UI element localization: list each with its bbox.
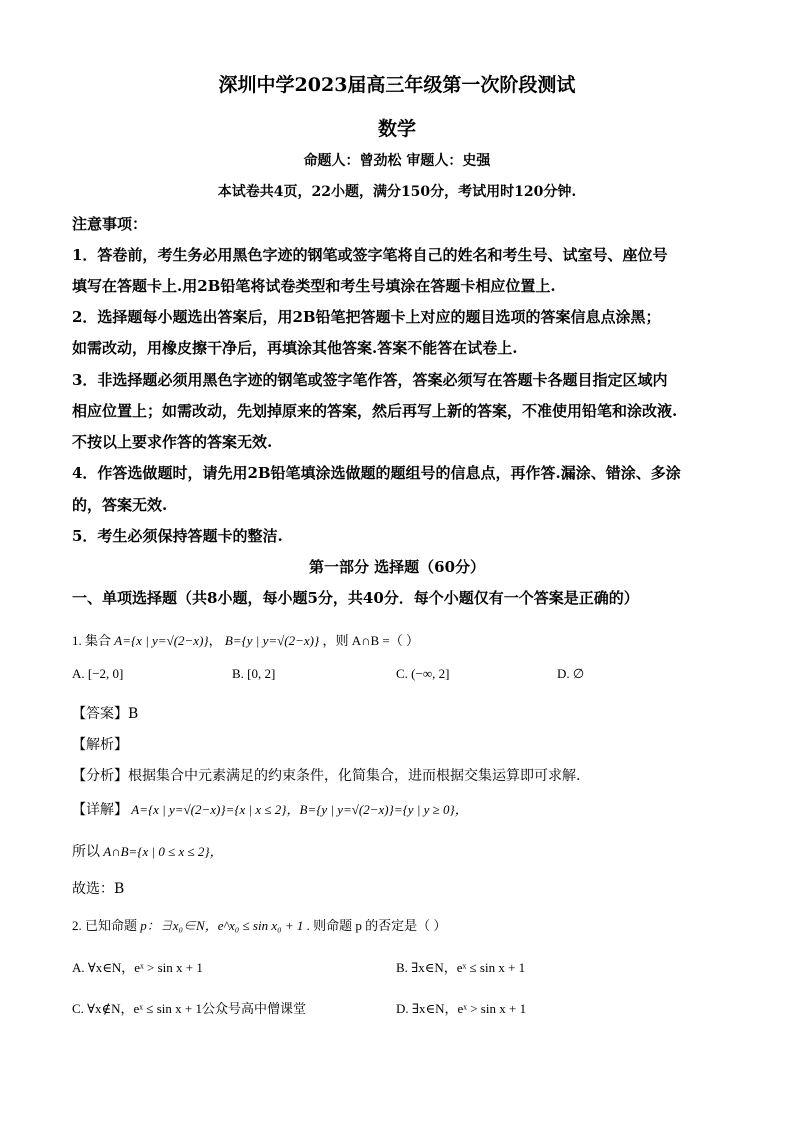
notice-line: 的，答案无效.	[72, 496, 168, 514]
notice-line: 不按以上要求作答的答案无效.	[72, 433, 273, 451]
q1-xiangjie-label: 【详解】	[72, 803, 128, 818]
q2-option-c-row	[72, 998, 306, 1017]
q1-xiangjie	[72, 799, 468, 819]
part1-title: 第一部分 选择题（60分）	[308, 558, 486, 576]
notice-line: 1．答卷前，考生务必用黑色字迹的钢笔或签字笔将自己的姓名和考生号、试室号、座位号	[72, 246, 668, 264]
q1-comma: ，	[208, 633, 222, 648]
q1-set-b: B={y | y=√(2−x)}	[224, 633, 320, 648]
q1-option-d: D. ∅	[557, 666, 585, 681]
subject-title: 数学	[377, 118, 416, 140]
notice-line: 5．考生必须保持答题卡的整洁.	[72, 527, 283, 545]
notice-heading: 注意事项：	[72, 215, 148, 233]
q2-stem-suffix: . 则命题 p 的否定是（ ）	[306, 918, 447, 933]
q1-so	[72, 841, 223, 861]
watermark-text: 公众号高中僧课堂	[201, 1001, 306, 1016]
q2-stem-prefix: 2. 已知命题	[72, 918, 138, 933]
q1-option-a: A. [−2, 0]	[72, 666, 124, 681]
q2-option-d: D. ∃x∈N，eˣ > sin x + 1	[396, 1001, 527, 1016]
q2-option-b: B. ∃x∈N，eˣ ≤ sin x + 1	[396, 960, 526, 975]
section1-heading: 一、单项选择题（共8小题，每小题5分，共40分．每个小题仅有一个答案是正确的）	[72, 589, 639, 607]
q2-stem-math: p：∃x₀∈N，e^x₀ ≤ sin x₀ + 1	[140, 918, 304, 933]
q1-so-prefix: 所以	[72, 845, 100, 860]
q1-option-b: B. [0, 2]	[232, 666, 276, 681]
q2-stem	[72, 915, 446, 934]
q1-option-c: C. (−∞, 2]	[396, 666, 450, 681]
q1-xiangjie-math: A={x | y=√(2−x)}={x | x ≤ 2}，B={y | y=√(2−x)}={y | y ≥ 0}，	[131, 802, 468, 817]
q2-option-c: C. ∀x∉N，eˣ ≤ sin x + 1	[72, 1001, 202, 1016]
q1-prefix: 1. 集合	[72, 633, 112, 648]
notice-line: 如需改动，用橡皮擦干净后，再填涂其他答案.答案不能答在试卷上.	[72, 339, 518, 357]
q2-option-a: A. ∀x∈N，eˣ > sin x + 1	[72, 960, 203, 975]
q1-choose: 故选：B	[72, 881, 125, 897]
notice-line: 4．作答选做题时，请先用2B铅笔填涂选做题的题组号的信息点，再作答.漏涂、错涂、多涂	[72, 464, 681, 482]
notice-line: 填写在答题卡上.用2B铅笔将试卷类型和考生号填涂在答题卡相应位置上.	[72, 277, 556, 295]
notice-line: 2．选择题每小题选出答案后，用2B铅笔把答题卡上对应的题目选项的答案信息点涂黑；	[72, 308, 661, 326]
q1-analysis-label: 【解析】	[72, 737, 128, 753]
q1-set-a: A={x | y=√(2−x)}	[114, 633, 209, 648]
exam-info: 本试卷共4页，22小题，满分150分，考试用时120分钟.	[217, 184, 577, 200]
q1-fenxi: 【分析】根据集合中元素满足的约束条件，化简集合，进而根据交集运算即可求解.	[72, 768, 581, 784]
notice-line: 相应位置上；如需改动，先划掉原来的答案，然后再写上新的答案，不准使用铅笔和涂改液.	[72, 402, 678, 420]
q1-answer: 【答案】B	[72, 706, 139, 722]
notice-line: 3．非选择题必须用黑色字迹的钢笔或签字笔作答，答案必须写在答题卡各题目指定区域内	[72, 371, 668, 389]
q1-stem	[72, 630, 419, 649]
q1-so-math: A∩B={x | 0 ≤ x ≤ 2}，	[103, 844, 223, 859]
authors-line: 命题人：曾劲松 审题人：史强	[303, 153, 491, 169]
q1-suffix: ，则 A∩B =（ ）	[322, 633, 419, 648]
exam-title: 深圳中学2023届高三年级第一次阶段测试	[218, 74, 576, 96]
